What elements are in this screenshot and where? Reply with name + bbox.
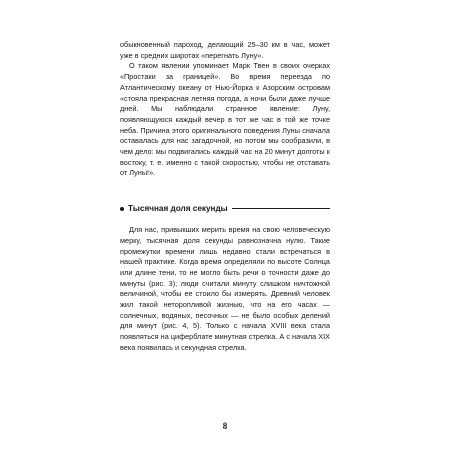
page-body [120,40,330,354]
paragraph-mark-twain: О таком явлении упоминает Марк Твен в своих очерках «Простаки за границей». Во время переезда по Атлантическому океану от Нью-Йорка к Азорским островам «стояла прекрасная летняя погода, а ночи были даже лучше дней. Мы наблюдали странное явление: Луну, появляющуюся каждый вечер в тот же час в той же точке неба. Причина этого оригинального поведения Луны сначала оставалась для нас загадочной, но потом мы сообразили, в чем дело: мы подвигались каждый час на 20 минут долготы к востоку, т. е. именно с такой скоростью, чтобы не отставать от Луны!». [120,61,330,178]
page-number: 8 [222,421,228,431]
bullet-icon [120,207,124,211]
section-rule [232,208,330,210]
paragraph-millisecond: Для нас, привыкших мерить время на свою человеческую мерку, тысячная доля секунды равнозначна нулю. Такие промежутки времени лишь недавно стали встречаться в нашей практике. Когда время определяли по высоте Солнца или длине тени, то не могло быть речи о точности даже до минуты (рис. 3); люди считали минуту слишком ничтожной величиной, чтобы ее стоило бы измерять. Древний человек жил такой неторопливой жизнью, что на его часах — солнечных, водяных, песочных — не было особых делений для минут (рис. 4, 5). Только с начала XVIII века стала появляться на циферблате минутная стрелка. А с начала XIX века появилась и секундная стрелка. [120,225,330,352]
section-heading [120,203,330,214]
paragraph-continuation: обыкновенный пароход, делающий 25–30 км в час, может уже в средних широтах «перегнать Луну». [120,40,330,60]
section-title: Тысячная доля секунды [128,204,228,214]
